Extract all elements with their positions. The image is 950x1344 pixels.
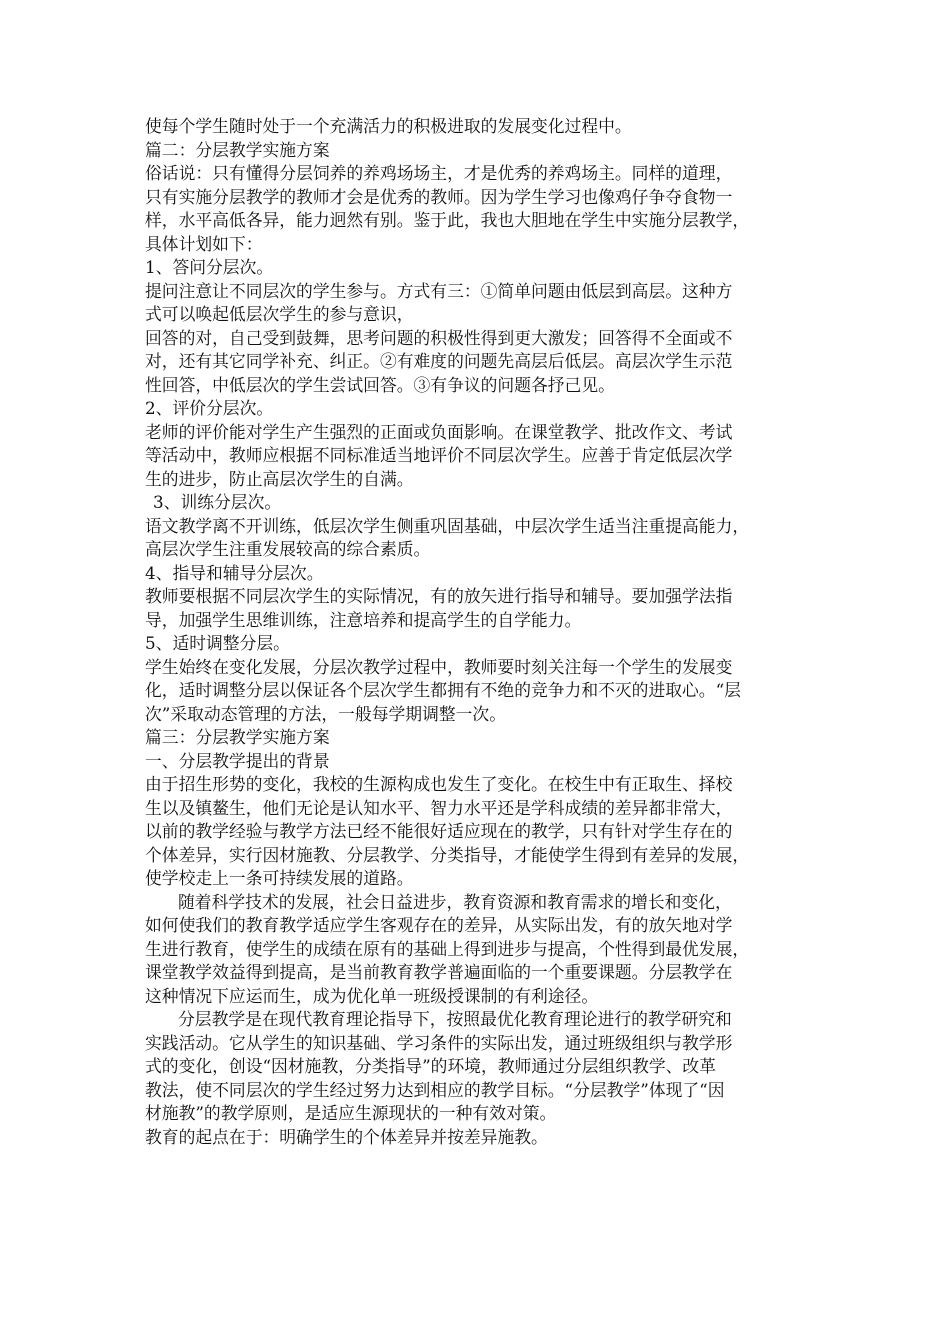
- text-line: 对，还有其它同学补充、纠正。②有难度的问题先高层后低层。高层次学生示范: [145, 351, 733, 371]
- text-line: 回答的对，自己受到鼓舞，思考问题的积极性得到更大激发；回答得不全面或不: [145, 327, 733, 348]
- text-line: 教师要根据不同层次学生的实际情况，有的放矢进行指导和辅导。要加强学法指: [145, 586, 733, 606]
- text-line: 老师的评价能对学生产生强烈的正面或负面影响。在课堂教学、批改作文、考试: [145, 421, 733, 442]
- text-line: 使学校走上一条可持续发展的道路。: [145, 868, 414, 888]
- text-line: 样，水平高低各异，能力迥然有别。鉴于此，我也大胆地在学生中实施分层教学，: [145, 210, 750, 230]
- text-line: 教育的起点在于：明确学生的个体差异并按差异施教。: [145, 1126, 548, 1147]
- text-line: 课堂教学效益得到提高，是当前教育教学普遍面临的一个重要课题。分层教学在: [145, 962, 733, 982]
- section-heading: 篇三：分层教学实施方案: [145, 727, 330, 747]
- list-heading: 1、答问分层次。: [145, 257, 274, 277]
- text-line: 实践活动。它从学生的知识基础、学习条件的实际出发，通过班级组织与教学形: [145, 1032, 733, 1053]
- section-heading: 篇二：分层教学实施方案: [145, 139, 330, 160]
- text-line: 学生始终在变化发展，分层次教学过程中，教师要时刻关注每一个学生的发展变: [145, 656, 733, 677]
- text-line: 等活动中，教师应根据不同标准适当地评价不同层次学生。应善于肯定低层次学: [145, 445, 733, 465]
- text-line: 式可以唤起低层次学生的参与意识，: [145, 304, 414, 324]
- text-line: 随着科学技术的发展，社会日益进步，教育资源和教育需求的增长和变化，: [178, 891, 732, 912]
- text-line: 高层次学生注重发展较高的综合素质。: [145, 539, 431, 559]
- list-heading: 5、适时调整分层。: [145, 633, 290, 653]
- text-line: 导，加强学生思维训练，注意培养和提高学生的自学能力。: [145, 609, 582, 630]
- subsection-heading: 一、分层教学提出的背景: [145, 750, 330, 771]
- text-line: 生以及镇鳌生，他们无论是认知水平、智力水平还是学科成绩的差异都非常大，: [145, 797, 733, 818]
- text-line: 分层教学是在现代教育理论指导下，按照最优化教育理论进行的教学研究和: [178, 1009, 732, 1029]
- text-line: 生进行教育，使学生的成绩在原有的基础上得到进步与提高，个性得到最优发展，: [145, 938, 750, 959]
- text-line: 性回答，中低层次的学生尝试回答。③有争议的问题各抒己见。: [145, 374, 615, 395]
- text-line: 化，适时调整分层以保证各个层次学生都拥有不绝的竞争力和不灭的进取心。“层: [145, 680, 741, 700]
- text-line: 材施教”的教学原则，是适应生源现状的一种有效对策。: [145, 1103, 557, 1123]
- text-line: 只有实施分层教学的教师才会是优秀的教师。因为学生学习也像鸡仔争夺食物一: [145, 186, 733, 207]
- text-line: 提问注意让不同层次的学生参与。方式有三：①简单问题由低层到高层。这种方: [145, 280, 733, 301]
- text-line: 由于招生形势的变化，我校的生源构成也发生了变化。在校生中有正取生、择校: [145, 774, 733, 794]
- text-line: 如何使我们的教育教学适应学生客观存在的差异，从实际出发，有的放矢地对学: [145, 915, 733, 935]
- list-heading: 3、训练分层次。: [153, 492, 282, 512]
- text-line: 个体差异，实行因材施教、分层教学、分类指导，才能使学生得到有差异的发展，: [145, 844, 750, 865]
- text-line: 式的变化，创设“因材施教，分类指导”的环境，教师通过分层组织教学、改革: [145, 1056, 716, 1076]
- list-heading: 2、评价分层次。: [145, 398, 274, 418]
- text-line: 生的进步，防止高层次学生的自满。: [145, 468, 414, 489]
- text-line: 教法，使不同层次的学生经过努力达到相应的教学目标。“分层教学”体现了“因: [145, 1079, 725, 1100]
- text-line: 这种情况下应运而生，成为优化单一班级授课制的有利途径。: [145, 985, 599, 1006]
- document-page: [145, 115, 810, 1149]
- text-line: 以前的教学经验与教学方法已经不能很好适应现在的教学，只有针对学生存在的: [145, 821, 733, 841]
- text-line: 使每个学生随时处于一个充满活力的积极进取的发展变化过程中。: [145, 116, 632, 136]
- text-line: 具体计划如下：: [145, 233, 263, 254]
- list-heading: 4、指导和辅导分层次。: [145, 562, 324, 583]
- text-line: 俗话说：只有懂得分层饲养的养鸡场场主，才是优秀的养鸡场主。同样的道理，: [145, 163, 733, 183]
- text-line: 次”采取动态管理的方法，一般每学期调整一次。: [145, 703, 506, 724]
- text-line: 语文教学离不开训练，低层次学生侧重巩固基础，中层次学生适当注重提高能力，: [145, 515, 750, 536]
